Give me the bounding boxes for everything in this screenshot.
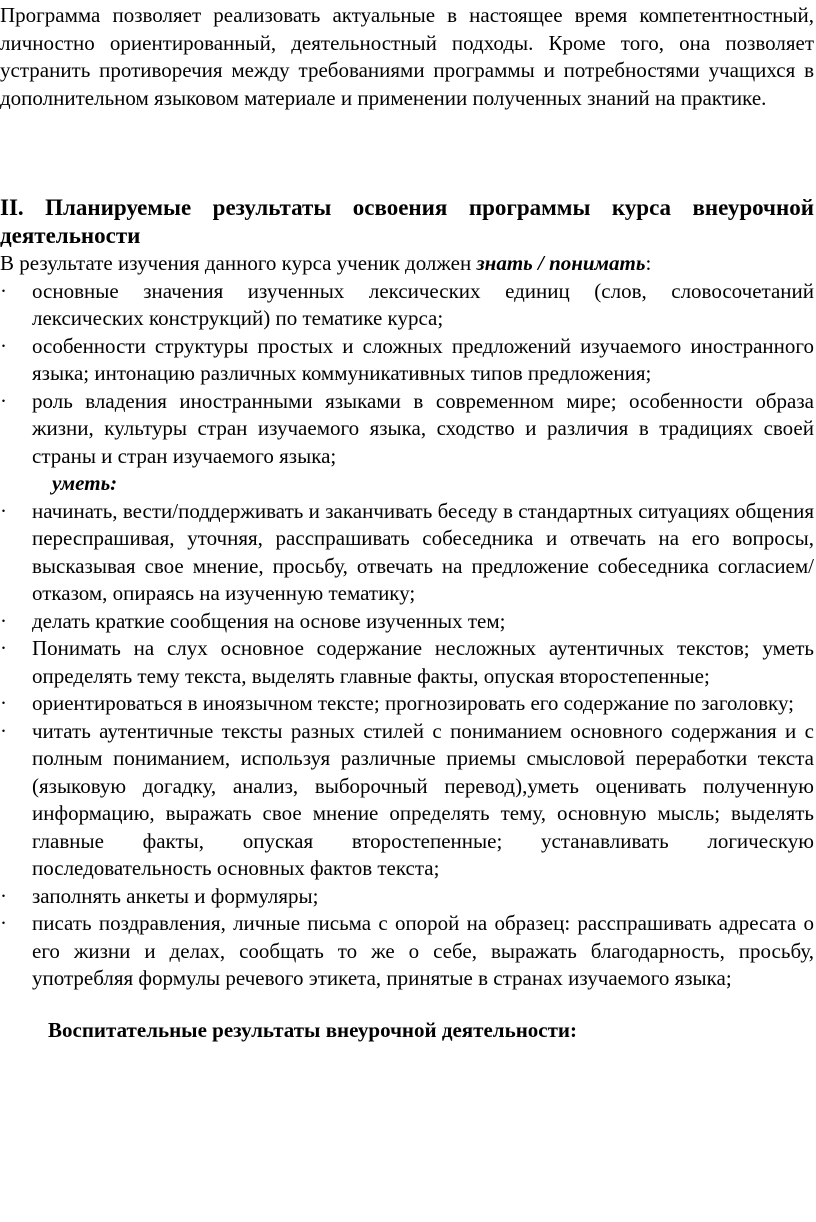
results-lead — [0, 250, 814, 278]
results-lead-text: В результате изучения данного курса ученик должен — [0, 251, 477, 275]
list-item-text: писать поздравления, личные письма с опорой на образец: расспрашивать адресата о его жизни и делах, сообщать то же о себе, выражать благодарность, просьбу, употребляя формулы речевого этикета, принятые в странах изучаемого языка; — [32, 911, 814, 990]
list-item — [0, 910, 814, 993]
list-item — [0, 718, 814, 883]
list-item — [0, 388, 814, 471]
bullet-icon: · — [0, 388, 7, 413]
list-item — [0, 498, 814, 608]
list-item-text: делать краткие сообщения на основе изученных тем; — [32, 608, 506, 633]
list-item-text: особенности структуры простых и сложных предложений изучаемого иностранного языка; интонацию различных коммуникативных типов предложения; — [32, 333, 814, 385]
intro-paragraph: Программа позволяет реализовать актуальные в настоящее время компетентностный, личностно ориентированный, деятельностный подходы. Кроме того, она позволяет устранить противоречия между требованиями программы и потребностями учащихся в дополнительном языковом материале и применении полученных знаний на практике. — [0, 3, 814, 110]
results-lead-tail: : — [645, 251, 652, 275]
list-item — [0, 635, 814, 690]
bullet-icon: · — [0, 333, 7, 358]
spacer — [0, 112, 814, 194]
bullet-icon: · — [0, 278, 7, 303]
list-item — [0, 690, 814, 718]
bullet-icon: · — [0, 911, 7, 935]
section-heading: II. Планируемые результаты освоения программы курса внеурочной деятельности — [0, 195, 814, 248]
bullet-icon: · — [0, 883, 7, 908]
list-item-text: читать аутентичные тексты разных стилей с пониманием основного содержания и с полным пониманием, используя различные приемы смысловой переработки текста (языковую догадку, анализ, выборочный перевод),уметь оценивать полученную информацию, выражать свое мнение определять тему, основную мысль; выделять главные факты, опуская второстепенные; устанавливать логическую последовательность основных фактов текста; — [32, 718, 814, 880]
subsection-heading: Воспитательные результаты внеурочной деятельности: — [48, 1017, 578, 1042]
bullet-icon: · — [0, 718, 7, 743]
list-item — [0, 278, 814, 333]
list-item — [0, 883, 814, 911]
bullet-icon: · — [0, 691, 7, 715]
list-item-text: основные значения изученных лексических единиц (слов, словосочетаний лексических конструкций) по тематике курса; — [32, 278, 814, 330]
list-item — [0, 608, 814, 636]
bullet-icon: · — [0, 498, 7, 523]
list-item-text: ориентироваться в иноязычном тексте; прогнозировать его содержание по заголовку; — [32, 691, 795, 715]
able-list — [0, 498, 814, 993]
know-list — [0, 278, 814, 471]
list-item-text: заполнять анкеты и формуляры; — [32, 883, 319, 908]
list-item — [0, 333, 814, 388]
spacer — [0, 993, 814, 1017]
bullet-icon: · — [0, 636, 7, 660]
list-item-text: роль владения иностранными языками в современном мире; особенности образа жизни, культуры стран изучаемого языка, сходство и различия в традициях своей страны и стран изучаемого языка; — [32, 388, 814, 468]
list-item-text: Понимать на слух основное содержание несложных аутентичных текстов; уметь определять тему текста, выделять главные факты, опуская второстепенные; — [32, 636, 814, 688]
document-page — [0, 2, 814, 1044]
able-label: уметь: — [52, 471, 118, 495]
bullet-icon: · — [0, 608, 7, 633]
list-item-text: начинать, вести/поддерживать и заканчивать беседу в стандартных ситуациях общения переспрашивая, уточняя, расспрашивать собеседника и отвечать на его вопросы, высказывая свое мнение, просьбу, отвечать на предложение собеседника согласием/отказом, опираясь на изученную тематику; — [32, 498, 814, 605]
results-lead-emphasis: знать / понимать — [476, 251, 646, 275]
